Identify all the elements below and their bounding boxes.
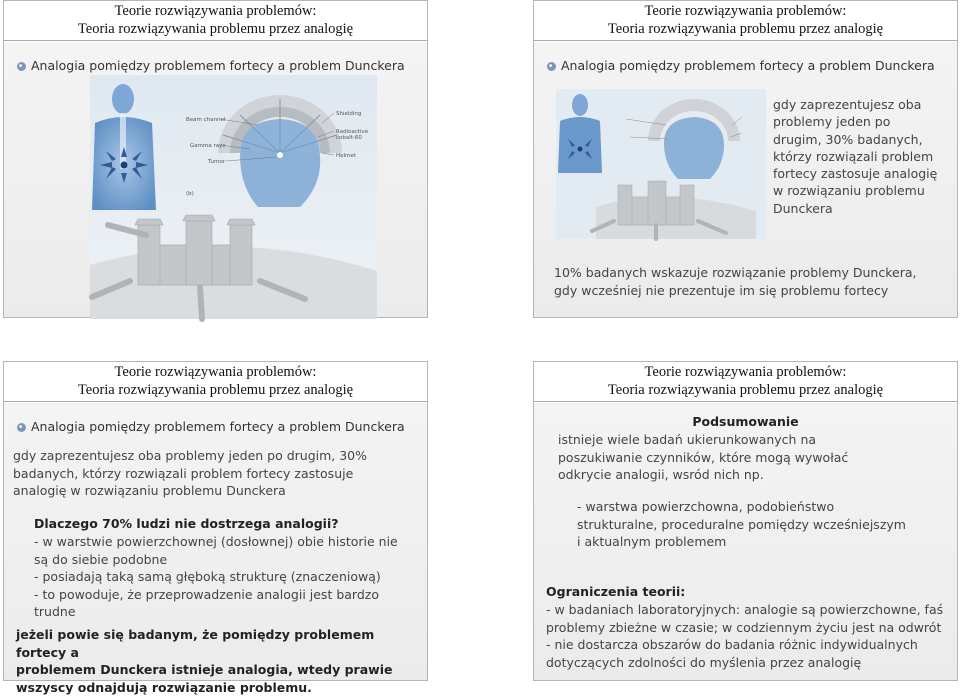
slide-4 <box>533 361 958 681</box>
text-line: badanych, którzy rozwiązali problem fortecy zastosuje <box>13 465 423 483</box>
analogy-description <box>773 96 953 217</box>
reasons-list <box>34 533 424 621</box>
text-line: odkrycie analogii, wsród nich np. <box>558 466 948 484</box>
slide-2 <box>533 0 958 318</box>
title-line-1: Teorie rozwiązywania problemów: <box>534 363 957 381</box>
limits-heading: Ograniczenia teorii: <box>546 583 685 601</box>
bullet-item <box>547 58 935 73</box>
label-shielding: Shielding <box>336 111 361 117</box>
text-line: fortecy zastosuje analogię <box>773 165 953 182</box>
figure-illustration <box>90 75 377 319</box>
bullet-text: Analogia pomiędzy problemem fortecy a problem Dunckera <box>561 58 935 73</box>
text-line: gdy wcześniej nie prezentuje im się problemu fortecy <box>554 282 954 300</box>
text-line: problemy jeden po <box>773 113 953 130</box>
list-item: - posiadają taką samą głęboką strukturę (znaczeniową) <box>34 568 424 586</box>
bullet-icon <box>17 62 26 71</box>
slide-title <box>534 362 957 402</box>
list-item: trudne <box>34 603 424 621</box>
label-gamma-rays: Gamma rays <box>190 143 225 149</box>
label-helmet: Helmet <box>336 153 357 159</box>
conclusion-paragraph <box>16 626 428 696</box>
slide-title <box>4 1 427 41</box>
summary-factors <box>577 498 952 551</box>
bullet-text: Analogia pomiędzy problemem fortecy a problem Dunckera <box>31 419 405 434</box>
list-item: są do siebie podobne <box>34 551 424 569</box>
text-line: wszyscy odnajdują rozwiązanie problemu. <box>16 679 428 696</box>
text-line: 10% badanych wskazuje rozwiązanie problemy Dunckera, <box>554 264 954 282</box>
text-line: którzy rozwiązali problem <box>773 148 953 165</box>
figure-image <box>90 75 377 319</box>
title-line-2: Teoria rozwiązywania problemu przez analogię <box>4 20 427 38</box>
figure-illustration <box>556 89 766 239</box>
list-item: i aktualnym problemem <box>577 533 952 551</box>
figure-image-small <box>556 89 766 239</box>
list-item: - to powoduje, że przeprowadzenie analogii jest bardzo <box>34 586 424 604</box>
title-line-1: Teorie rozwiązywania problemów: <box>534 2 957 20</box>
bullet-text: Analogia pomiędzy problemem fortecy a problem Dunckera <box>31 58 405 73</box>
title-line-2: Teoria rozwiązywania problemu przez analogię <box>534 20 957 38</box>
text-line: gdy zaprezentujesz oba problemy jeden po drugim, 30% <box>13 447 423 465</box>
bullet-item <box>17 419 405 434</box>
bullet-icon <box>547 62 556 71</box>
text-line: drugim, 30% badanych, <box>773 131 953 148</box>
bullet-item <box>17 58 405 73</box>
bullet-icon <box>17 423 26 432</box>
text-line: poszukiwanie czynników, które mogą wywołać <box>558 449 948 467</box>
text-line: problemem Dunckera istnieje analogia, wtedy prawie <box>16 661 428 679</box>
label-tumor: Tumor <box>207 159 226 165</box>
list-item: strukturalne, proceduralne pomiędzy wcześniejszym <box>577 516 952 534</box>
text-line: analogię w rozwiązaniu problemu Dunckera <box>13 482 423 500</box>
list-item: problemy zbieżne w czasie; w codziennym życiu jest na odwrót <box>546 619 956 637</box>
list-item: - warstwa powierzchowna, podobieństwo <box>577 498 952 516</box>
label-beam-channel: Beam channel <box>186 117 226 123</box>
text-line: Dunckera <box>773 200 953 217</box>
list-item: - nie dostarcza obszarów do badania różnic indywidualnych <box>546 636 956 654</box>
slide-title <box>4 362 427 402</box>
label-radioactive: Radioactive <box>336 129 369 135</box>
baseline-description <box>554 264 954 300</box>
text-line: gdy zaprezentujesz oba <box>773 96 953 113</box>
slide-1 <box>3 0 428 318</box>
list-item: - w warstwie powierzchownej (dosłownej) obie historie nie <box>34 533 424 551</box>
list-item: dotyczących zdolności do myślenia przez analogię <box>546 654 956 672</box>
slide-title <box>534 1 957 41</box>
text-line: jeżeli powie się badanym, że pomiędzy problemem fortecy a <box>16 626 428 661</box>
title-line-2: Teoria rozwiązywania problemu przez analogię <box>534 381 957 399</box>
summary-heading: Podsumowanie <box>534 414 957 429</box>
list-item: - w badaniach laboratoryjnych: analogie są powierzchowne, faś <box>546 601 956 619</box>
limits-list <box>546 601 956 671</box>
summary-intro <box>558 431 948 484</box>
question-heading: Dlaczego 70% ludzi nie dostrzega analogii? <box>34 515 339 533</box>
title-line-1: Teorie rozwiązywania problemów: <box>4 363 427 381</box>
text-line: w rozwiązaniu problemu <box>773 182 953 199</box>
title-line-1: Teorie rozwiązywania problemów: <box>4 2 427 20</box>
slide-3 <box>3 361 428 681</box>
label-cobalt: cobalt-60 <box>336 135 362 141</box>
intro-paragraph <box>13 447 423 500</box>
text-line: istnieje wiele badań ukierunkowanych na <box>558 431 948 449</box>
label-b: (b) <box>186 191 194 197</box>
title-line-2: Teoria rozwiązywania problemu przez analogię <box>4 381 427 399</box>
